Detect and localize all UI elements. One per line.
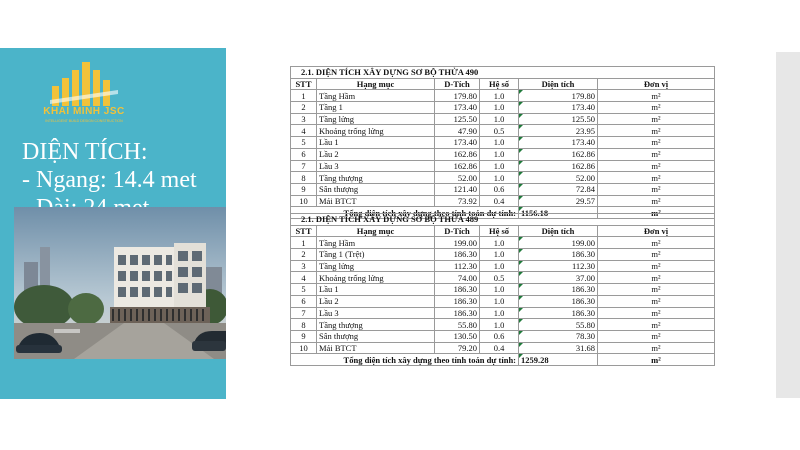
table-cell: 173.40 [519, 137, 598, 149]
table-title-row [291, 214, 715, 226]
table-cell: 186.30 [435, 295, 480, 307]
table-row [291, 160, 715, 172]
table-cell: 0.5 [480, 272, 519, 284]
table-cell: 2 [291, 102, 317, 114]
table-cell: 0.4 [480, 195, 519, 207]
table-cell: 31.68 [519, 342, 598, 354]
total-label: Tổng diện tích xây dựng theo tính toán dự tính: [291, 354, 519, 366]
column-header: D-Tích [435, 225, 480, 237]
table-row [291, 284, 715, 296]
table-row [291, 148, 715, 160]
table-row [291, 272, 715, 284]
table-cell: 55.80 [519, 319, 598, 331]
table-cell: 1.0 [480, 319, 519, 331]
table-cell: 1.0 [480, 137, 519, 149]
table-cell: 162.86 [435, 160, 480, 172]
table-cell: Sân thượng [317, 183, 435, 195]
table-cell: 78.30 [519, 330, 598, 342]
table-cell: 1.0 [480, 307, 519, 319]
table-cell: Lầu 3 [317, 160, 435, 172]
table-row [291, 249, 715, 261]
table-cell: 1.0 [480, 237, 519, 249]
table-cell: 6 [291, 148, 317, 160]
table-cell: Tầng thượng [317, 319, 435, 331]
table-cell: m² [598, 102, 715, 114]
table-cell: Mái BTCT [317, 342, 435, 354]
table-cell: 7 [291, 160, 317, 172]
total-value: 1156.18 [519, 207, 598, 219]
table-cell: 72.84 [519, 183, 598, 195]
company-logo [36, 60, 132, 126]
table-cell: 3 [291, 260, 317, 272]
table-cell: 1.0 [480, 260, 519, 272]
table-cell: 5 [291, 284, 317, 296]
table-header-row [291, 225, 715, 237]
area-heading: DIỆN TÍCH: [22, 139, 148, 165]
table-cell: 74.00 [435, 272, 480, 284]
table-cell: 125.50 [435, 113, 480, 125]
column-header: Hạng mục [317, 78, 435, 90]
table-cell: Lầu 1 [317, 284, 435, 296]
table-cell: 1.0 [480, 249, 519, 261]
table-cell: m² [598, 137, 715, 149]
table-cell: m² [598, 113, 715, 125]
table-title-row [291, 67, 715, 79]
table-cell: 7 [291, 307, 317, 319]
table-row [291, 137, 715, 149]
table-cell: 0.4 [480, 342, 519, 354]
table-cell: 5 [291, 137, 317, 149]
total-unit: m² [598, 354, 715, 366]
table-cell: Tầng 1 [317, 102, 435, 114]
table-cell: m² [598, 319, 715, 331]
table-cell: m² [598, 284, 715, 296]
table-cell: 1.0 [480, 295, 519, 307]
table-cell: 4 [291, 125, 317, 137]
table-cell: 9 [291, 330, 317, 342]
table-cell: Tầng 1 (Trệt) [317, 249, 435, 261]
total-unit: m² [598, 207, 715, 219]
table-cell: 1.0 [480, 113, 519, 125]
table-cell: m² [598, 260, 715, 272]
table-cell: 10 [291, 195, 317, 207]
table-row [291, 237, 715, 249]
table-cell: 173.40 [435, 137, 480, 149]
table-cell: Tầng lửng [317, 113, 435, 125]
table-cell: Sân thượng [317, 330, 435, 342]
table-cell: 186.30 [519, 249, 598, 261]
table-cell: 23.95 [519, 125, 598, 137]
table-cell: m² [598, 183, 715, 195]
table-cell: 199.00 [519, 237, 598, 249]
table-row [291, 102, 715, 114]
table-cell: 125.50 [519, 113, 598, 125]
table-cell: Tầng lửng [317, 260, 435, 272]
table-cell: 52.00 [519, 172, 598, 184]
building-render-image [14, 207, 226, 359]
table-cell: 186.30 [435, 249, 480, 261]
table-row [291, 90, 715, 102]
table-cell: 1.0 [480, 172, 519, 184]
table-cell: 162.86 [435, 148, 480, 160]
table-header-row [291, 78, 715, 90]
area-table-489 [290, 213, 715, 366]
table-cell: 55.80 [435, 319, 480, 331]
table-cell: 173.40 [435, 102, 480, 114]
table-cell: 52.00 [435, 172, 480, 184]
area-width: - Ngang: 14.4 met [22, 167, 197, 193]
table-cell: Mái BTCT [317, 195, 435, 207]
table-row [291, 195, 715, 207]
total-label: Tổng diện tích xây dựng theo tính toán dự tính: [291, 207, 519, 219]
table-row [291, 113, 715, 125]
table-cell: m² [598, 90, 715, 102]
table-cell: Tầng Hầm [317, 90, 435, 102]
table-cell: m² [598, 125, 715, 137]
column-header: STT [291, 225, 317, 237]
table-title: 2.1. DIỆN TÍCH XÂY DỰNG SƠ BỘ THỬA 489 [291, 214, 715, 226]
table-cell: 0.6 [480, 330, 519, 342]
table-cell: 1 [291, 90, 317, 102]
table-cell: 1.0 [480, 90, 519, 102]
table-cell: m² [598, 295, 715, 307]
table-cell: m² [598, 272, 715, 284]
table-cell: Tầng thượng [317, 172, 435, 184]
table-cell: m² [598, 249, 715, 261]
table-cell: m² [598, 195, 715, 207]
table-row [291, 125, 715, 137]
table-cell: 173.40 [519, 102, 598, 114]
table-cell: 29.57 [519, 195, 598, 207]
table-row [291, 295, 715, 307]
table-cell: Lầu 2 [317, 295, 435, 307]
table-cell: 1.0 [480, 148, 519, 160]
table-cell: m² [598, 237, 715, 249]
table-cell: 1 [291, 237, 317, 249]
table-cell: 0.5 [480, 125, 519, 137]
table-cell: 130.50 [435, 330, 480, 342]
table-row [291, 260, 715, 272]
table-cell: 8 [291, 319, 317, 331]
table-cell: Lầu 1 [317, 137, 435, 149]
column-header: Hệ số [480, 225, 519, 237]
table-cell: 112.30 [435, 260, 480, 272]
table-cell: 121.40 [435, 183, 480, 195]
table-cell: 186.30 [519, 307, 598, 319]
table-cell: 186.30 [435, 284, 480, 296]
table-row [291, 183, 715, 195]
table-cell: 3 [291, 113, 317, 125]
table-cell: Lầu 3 [317, 307, 435, 319]
table-cell: 0.6 [480, 183, 519, 195]
table-cell: 1.0 [480, 102, 519, 114]
column-header: Hệ số [480, 78, 519, 90]
table-cell: Khoảng trống lửng [317, 125, 435, 137]
brand-name: KHAI MINH JSC [43, 106, 125, 117]
table-cell: 179.80 [435, 90, 480, 102]
building-logo-icon [50, 60, 118, 106]
table-cell: 162.86 [519, 148, 598, 160]
total-row [291, 354, 715, 366]
table-cell: 47.90 [435, 125, 480, 137]
table-cell: 186.30 [519, 284, 598, 296]
brand-tagline: INTELLIGENT BUILD DESIGN CONSTRUCTION [45, 119, 123, 123]
table-row [291, 319, 715, 331]
table-cell: 112.30 [519, 260, 598, 272]
table-cell: 186.30 [435, 307, 480, 319]
table-cell: Lầu 2 [317, 148, 435, 160]
column-header: Đơn vị [598, 78, 715, 90]
area-table-490 [290, 66, 715, 219]
table-cell: m² [598, 330, 715, 342]
table-cell: 8 [291, 172, 317, 184]
table-row [291, 342, 715, 354]
table-cell: Khoảng trống lửng [317, 272, 435, 284]
table-cell: 1.0 [480, 284, 519, 296]
table-cell: 1.0 [480, 160, 519, 172]
table-cell: 6 [291, 295, 317, 307]
column-header: Diện tích [519, 225, 598, 237]
column-header: Hạng mục [317, 225, 435, 237]
table-cell: m² [598, 307, 715, 319]
table-cell: m² [598, 172, 715, 184]
table-cell: Tầng Hầm [317, 237, 435, 249]
table-row [291, 307, 715, 319]
column-header: STT [291, 78, 317, 90]
table-cell: 10 [291, 342, 317, 354]
column-header: Diện tích [519, 78, 598, 90]
table-cell: 179.80 [519, 90, 598, 102]
table-title: 2.1. DIỆN TÍCH XÂY DỰNG SƠ BỘ THỬA 490 [291, 67, 715, 79]
table-cell: m² [598, 342, 715, 354]
table-cell: m² [598, 148, 715, 160]
table-cell: m² [598, 160, 715, 172]
table-cell: 186.30 [519, 295, 598, 307]
total-value: 1259.28 [519, 354, 598, 366]
table-cell: 9 [291, 183, 317, 195]
column-header: D-Tích [435, 78, 480, 90]
side-scroll-panel [776, 52, 800, 398]
top-margin [0, 0, 800, 48]
column-header: Đơn vị [598, 225, 715, 237]
table-cell: 79.20 [435, 342, 480, 354]
table-cell: 4 [291, 272, 317, 284]
table-row [291, 330, 715, 342]
table-cell: 2 [291, 249, 317, 261]
table-cell: 162.86 [519, 160, 598, 172]
table-row [291, 172, 715, 184]
table-cell: 37.00 [519, 272, 598, 284]
table-cell: 199.00 [435, 237, 480, 249]
table-cell: 73.92 [435, 195, 480, 207]
